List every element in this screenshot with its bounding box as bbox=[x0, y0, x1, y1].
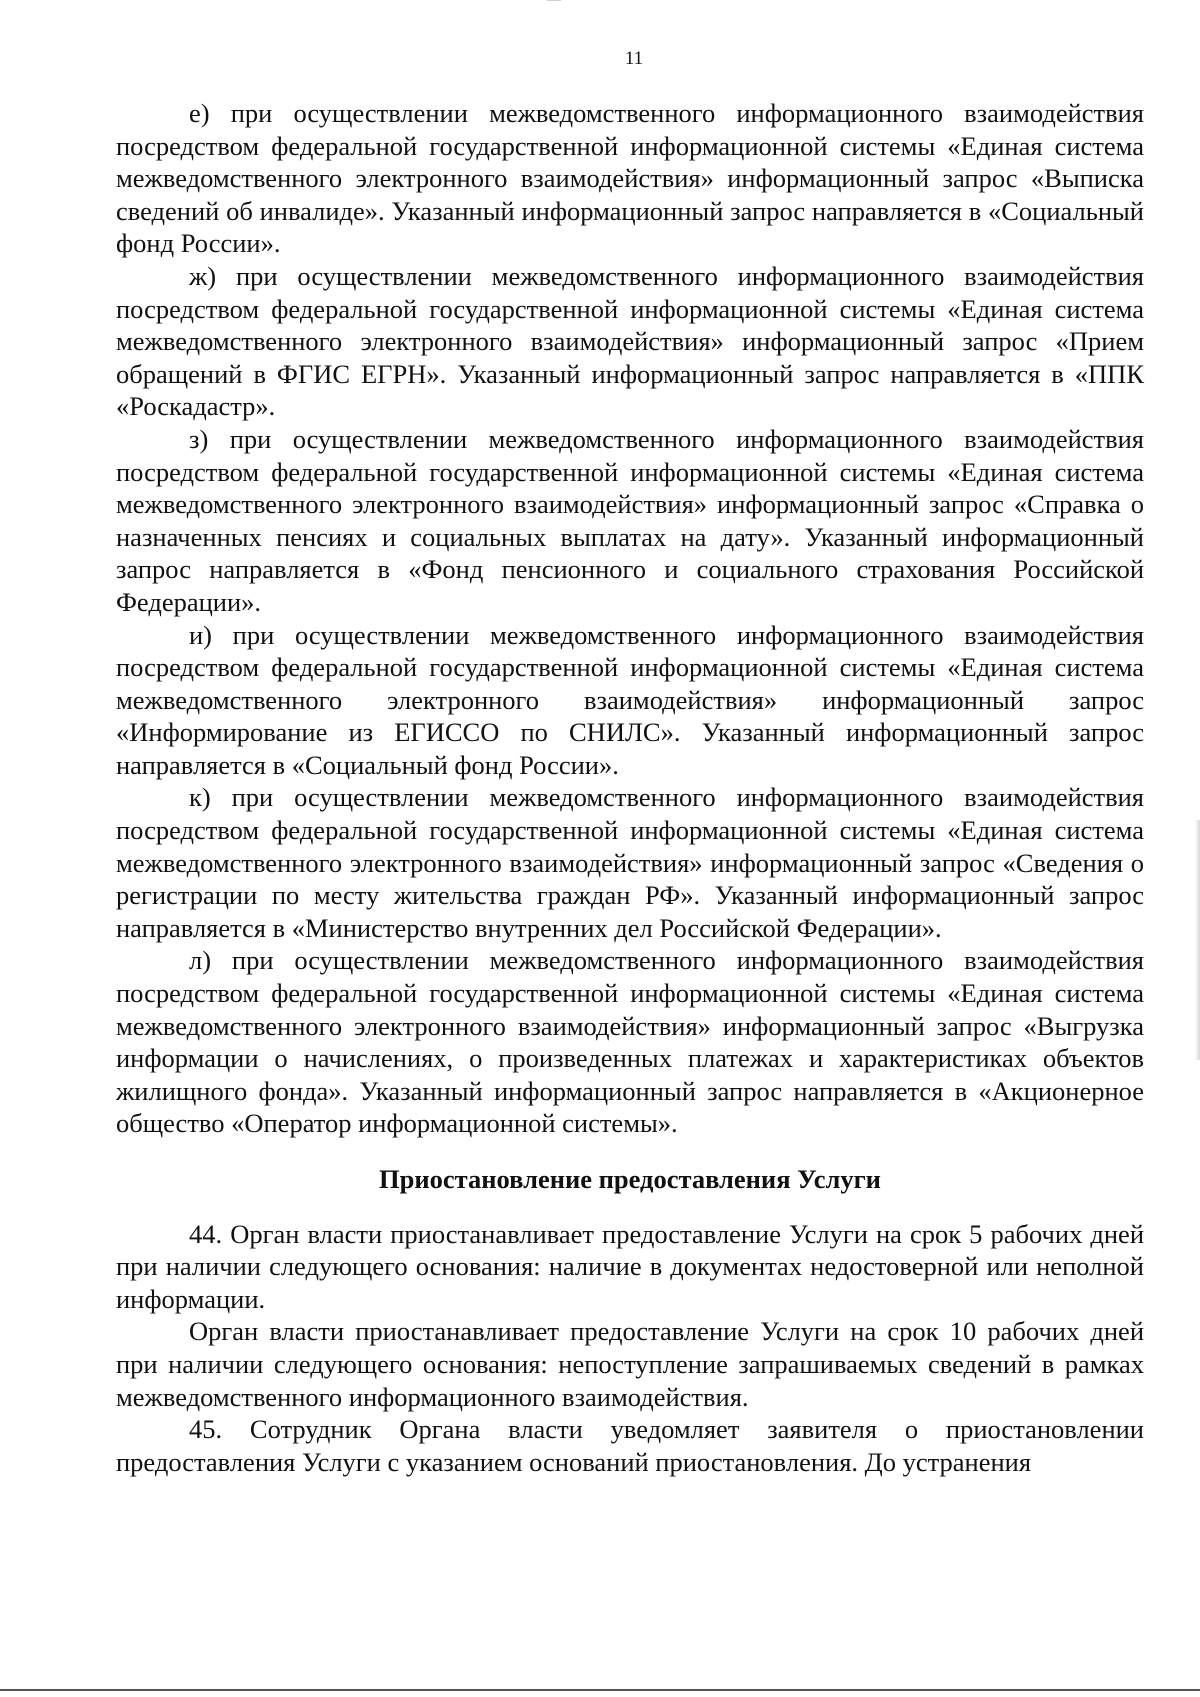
paragraph-clause-45: 45. Сотрудник Органа власти уведомляет заявителя о приостановлении предоставления Услуги с указанием оснований приостановления. До устранения bbox=[116, 1414, 1144, 1477]
paragraph-clause-44: 44. Орган власти приостанавливает предоставление Услуги на срок 5 рабочих дней при наличии следующего основания: наличие в документах недостоверной или неполной информации. bbox=[116, 1218, 1144, 1314]
paragraph-item-l: л) при осуществлении межведомственного информационного взаимодействия посредством федеральной государственной информационной системы «Единая система межведомственного электронного взаимодействия» информационный запрос «Выгрузка информации о начислениях, о произведенных платежах и характеристиках объектов жилищного фонда». Указанный информационный запрос направляется в «Акционерное общество «Оператор информационной системы». bbox=[116, 945, 1144, 1139]
scan-artifact-top bbox=[547, 0, 561, 1]
document-body bbox=[116, 97, 1144, 1478]
paragraph-item-i: и) при осуществлении межведомственного информационного взаимодействия посредством федеральной государственной информационной системы «Единая система межведомственного электронного взаимодействия» информационный запрос «Информирование из ЕГИССО по СНИЛС». Указанный информационный запрос направляется в «Социальный фонд России». bbox=[116, 619, 1144, 780]
scan-artifact-edge bbox=[1195, 820, 1200, 1060]
page-number: 11 bbox=[624, 48, 644, 69]
paragraph-clause-44-continued: Орган власти приостанавливает предоставление Услуги на срок 10 рабочих дней при наличии следующего основания: непоступление запрашиваемых сведений в рамках межведомственного информационного взаимодействия. bbox=[116, 1316, 1144, 1412]
paragraph-item-z: з) при осуществлении межведомственного информационного взаимодействия посредством федеральной государственной информационной системы «Единая система межведомственного электронного взаимодействия» информационный запрос «Справка о назначенных пенсиях и социальных выплатах на дату». Указанный информационный запрос направляется в «Фонд пенсионного и социального страхования Российской Федерации». bbox=[116, 423, 1144, 617]
page-bottom-rule bbox=[0, 1689, 1200, 1691]
paragraph-item-k: к) при осуществлении межведомственного информационного взаимодействия посредством федеральной государственной информационной системы «Единая система межведомственного электронного взаимодействия» информационный запрос «Сведения о регистрации по месту жительства граждан РФ». Указанный информационный запрос направляется в «Министерство внутренних дел Российской Федерации». bbox=[116, 782, 1144, 943]
paragraph-item-e: е) при осуществлении межведомственного информационного взаимодействия посредством федеральной государственной информационной системы «Единая система межведомственного электронного взаимодействия» информационный запрос «Выписка сведений об инвалиде». Указанный информационный запрос направляется в «Социальный фонд России». bbox=[116, 98, 1144, 259]
paragraph-item-zh: ж) при осуществлении межведомственного информационного взаимодействия посредством федеральной государственной информационной системы «Единая система межведомственного электронного взаимодействия» информационный запрос «Прием обращений в ФГИС ЕГРН». Указанный информационный запрос направляется в «ППК «Роскадастр». bbox=[116, 260, 1144, 422]
section-heading: Приостановление предоставления Услуги bbox=[379, 1164, 881, 1194]
